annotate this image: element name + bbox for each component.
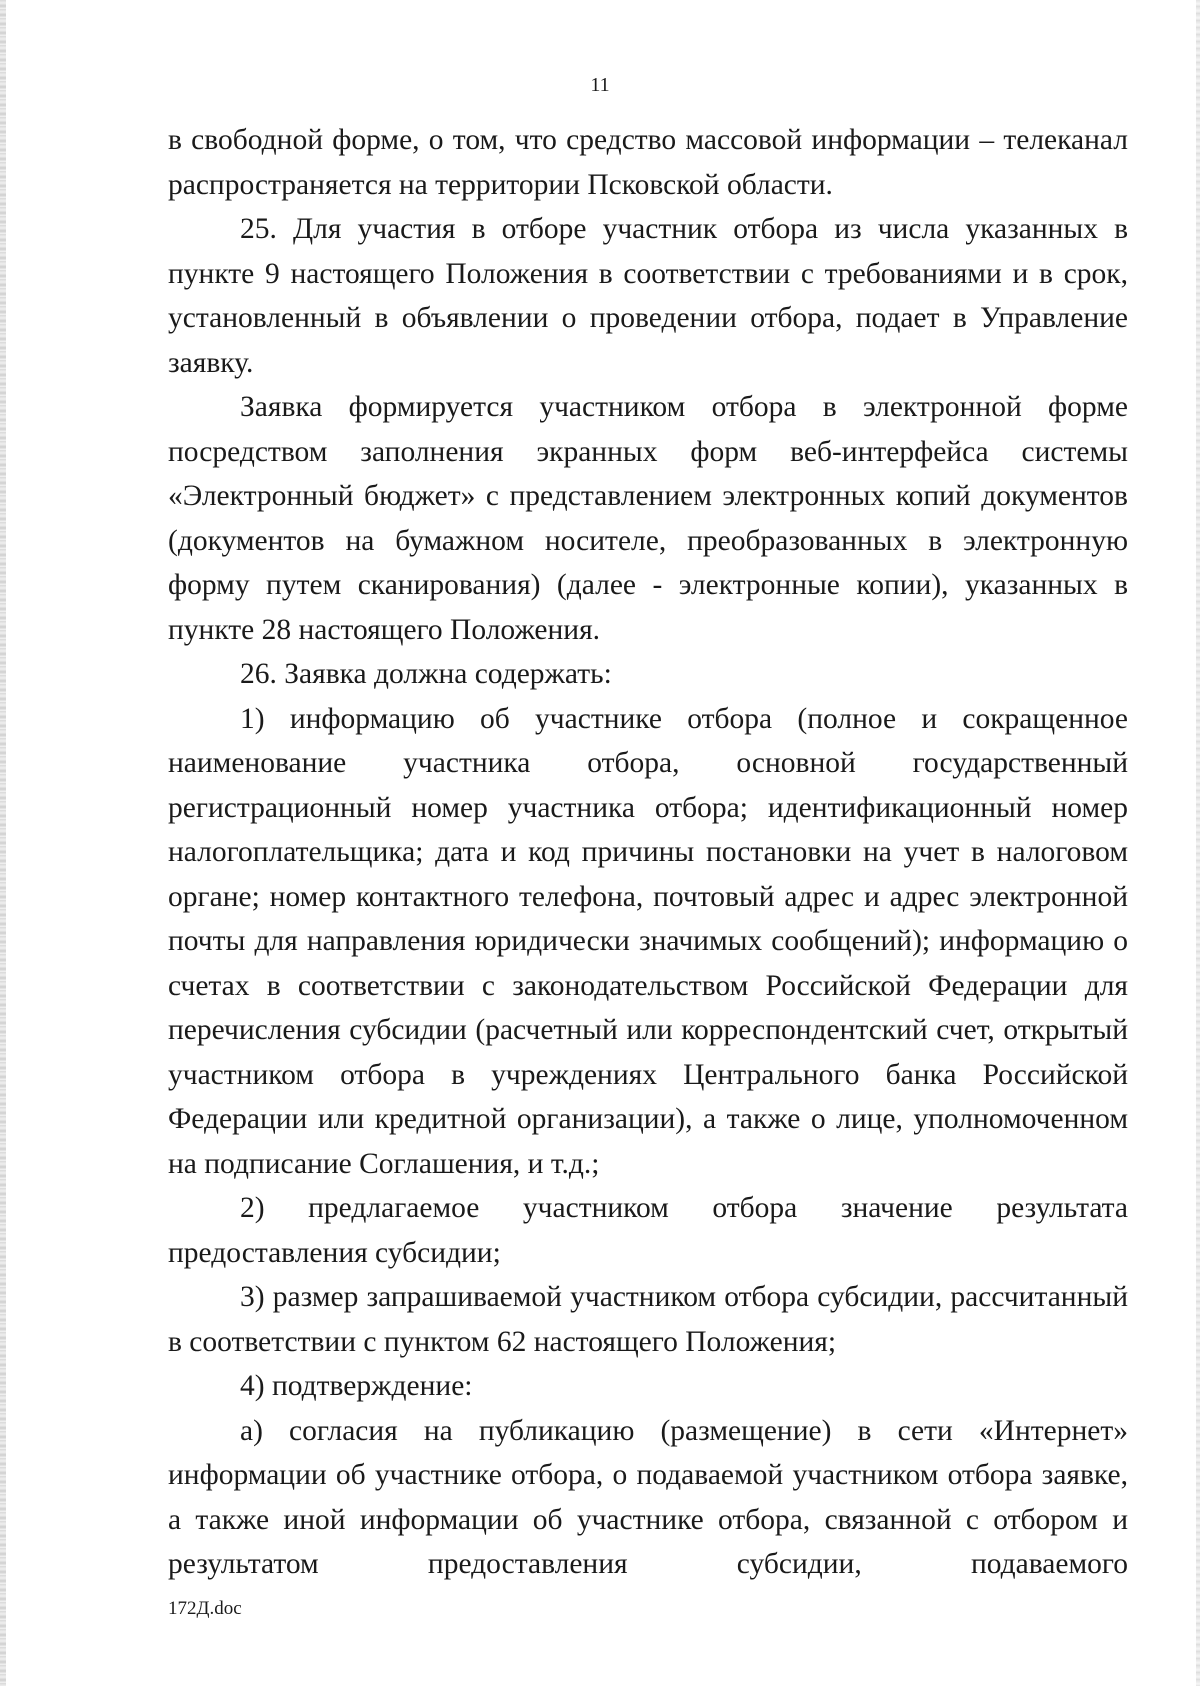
scan-edge-left	[0, 0, 6, 1686]
page-number: 11	[590, 74, 610, 96]
document-body	[168, 118, 1128, 1587]
paragraph-subitem-1: 1) информацию об участнике отбора (полное и сокращенное наименование участника отбора, основной государственный регистрационный номер участника отбора; идентификационный номер налогоплательщика; дата и код причины постановки на учет в налоговом органе; номер контактного телефона, почтовый адрес и адрес электронной почты для направления юридически значимых сообщений); информацию о счетах в соответствии с законодательством Российской Федерации для перечисления субсидии (расчетный или корреспондентский счет, открытый участником отбора в учреждениях Центрального банка Российской Федерации или кредитной организации), а также о лице, уполномоченном на подписание Соглашения, и т.д.;	[168, 702, 1128, 1180]
paragraph-item-25: 25. Для участия в отборе участник отбора из числа указанных в пункте 9 настоящего Положения в соответствии с требованиями и в срок, установленный в объявлении о проведении отбора, подает в Управление заявку.	[168, 213, 1128, 379]
paragraph-continuation: в свободной форме, о том, что средство массовой информации – телеканал распространяется на территории Псковской области.	[168, 124, 1128, 201]
footer-filename: 172Д.doc	[168, 1598, 242, 1619]
paragraph-subitem-4: 4) подтверждение:	[240, 1370, 473, 1402]
scan-edge-right	[1196, 0, 1200, 1686]
paragraph-item-26: 26. Заявка должна содержать:	[240, 658, 612, 690]
paragraph-subitem-2: 2) предлагаемое участником отбора значение результата предоставления субсидии;	[168, 1192, 1128, 1269]
paragraph-subitem-a: а) согласия на публикацию (размещение) в сети «Интернет» информации об участнике отбора, о подаваемой участником отбора заявке, а также иной информации об участнике отбора, связанной с отбором и результатом предоставления субсидии, подаваемого	[168, 1414, 1128, 1580]
paragraph-application-form: Заявка формируется участником отбора в электронной форме посредством заполнения экранных форм веб-интерфейса системы «Электронный бюджет» с представлением электронных копий документов (документов на бумажном носителе, преобразованных в электронную форму путем сканирования) (далее - электронные копии), указанных в пункте 28 настоящего Положения.	[168, 391, 1128, 646]
paragraph-subitem-3: 3) размер запрашиваемой участником отбора субсидии, рассчитанный в соответствии с пунктом 62 настоящего Положения;	[168, 1281, 1128, 1358]
